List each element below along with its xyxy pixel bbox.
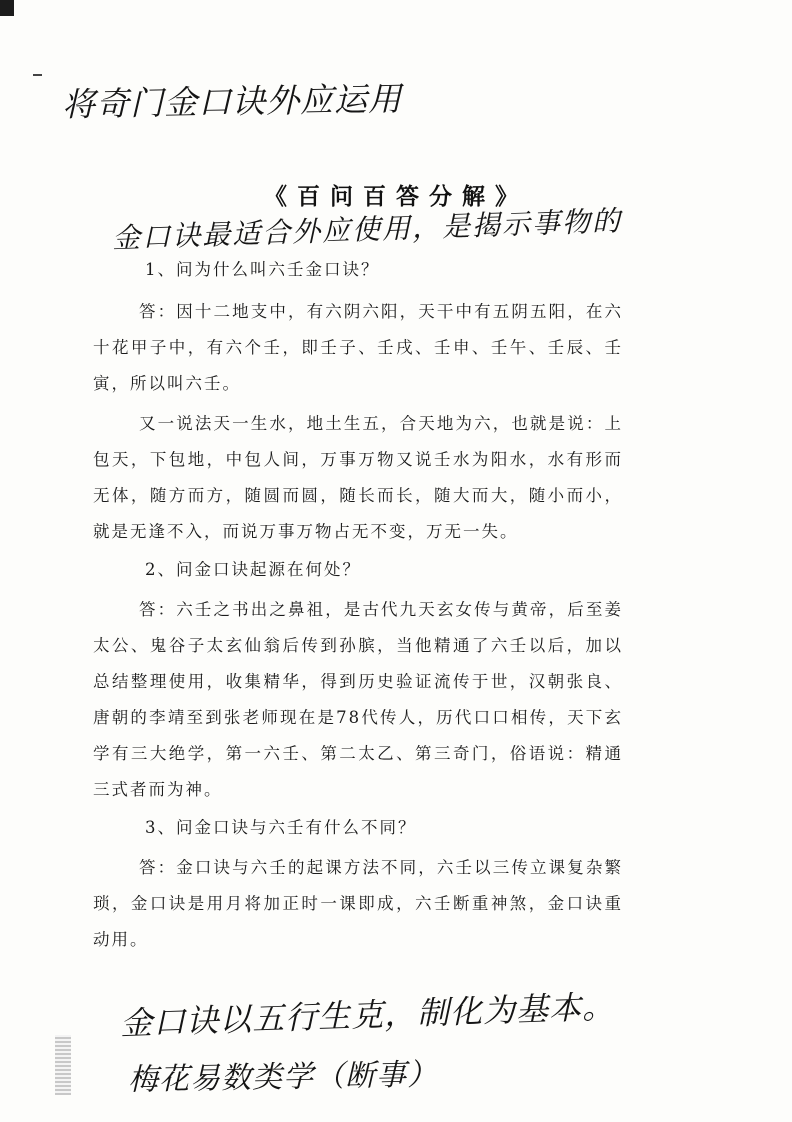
handwritten-sub-note: 金口诀最适合外应使用，是揭示事物的 [111, 204, 623, 255]
handwritten-bottom-note-2: 梅花易数类学（断事） [127, 1057, 439, 1098]
answer-3-para-1: 答：金口诀与六壬的起课方法不同，六壬以三传立课复杂繁琐，金口诀是用月将加正时一课即成，六壬断重神煞，金口诀重动用。 [93, 858, 623, 949]
question-1: 1、问为什么叫六壬金口诀？ [145, 260, 380, 279]
answer-2-para-1: 答：六壬之书出之鼻祖，是古代九天玄女传与黄帝，后至姜太公、鬼谷子太玄仙翁后传到孙膑，当他精通了六壬以后，加以总结整理使用，收集精华，得到历史验证流传于世，汉朝张良、唐朝的李靖至到张老师现在是78代传人，历代口口相传，天下玄学有三大绝学，第一六壬、第二太乙、第三奇门，俗语说：精通三式者而为神。 [93, 600, 623, 799]
scan-edge-artifact [55, 1035, 71, 1095]
document-body [93, 252, 623, 958]
handwritten-top-note: 将奇门金口诀外应运用 [61, 79, 403, 124]
question-2: 2、问金口诀起源在何处？ [145, 560, 361, 579]
answer-1-para-1: 答：因十二地支中，有六阴六阳，天干中有五阴五阳，在六十花甲子中，有六个壬，即壬子、壬戌、壬申、壬午、壬辰、壬寅，所以叫六壬。 [93, 302, 623, 393]
document-title: 《百问百答分解》 [264, 184, 528, 210]
answer-1-para-2: 又一说法天一生水，地土生五，合天地为六，也就是说：上包天，下包地，中包人间，万事万物又说壬水为阳水，水有形而无体，随方而方，随圆而圆，随长而长，随大而大，随小而小，就是无逢不入，而说万事万物占无不变，万无一失。 [93, 414, 623, 541]
question-3: 3、问金口诀与六壬有什么不同？ [145, 818, 417, 837]
handwritten-bottom-note-1: 金口诀以五行生克，制化为基本。 [119, 987, 616, 1043]
scan-speck [33, 74, 42, 76]
scan-corner-mark [0, 0, 14, 16]
